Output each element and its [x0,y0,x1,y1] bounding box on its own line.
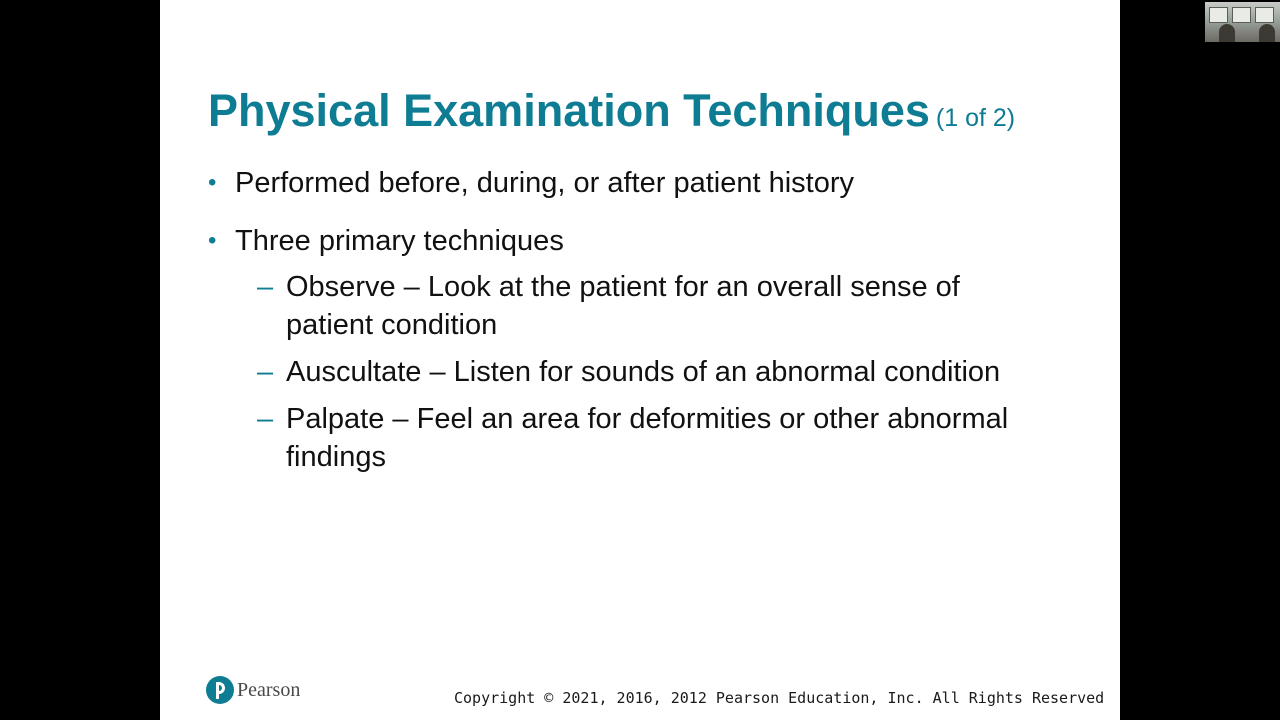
webcam-window-pane [1209,7,1228,23]
slide-title-text: Physical Examination Techniques [208,85,930,136]
bullet-text: Performed before, during, or after patient history [235,167,854,199]
webcam-person [1259,24,1275,42]
bullet-list [208,164,1088,476]
webcam-thumbnail[interactable] [1205,2,1280,42]
webcam-person [1219,24,1235,42]
pearson-logo [206,674,300,706]
bullet-text: Three primary techniques [235,225,564,257]
copyright-notice: Copyright © 2021, 2016, 2012 Pearson Education, Inc. All Rights Reserved [454,689,1105,707]
slide-title-suffix: (1 of 2) [935,104,1016,132]
sub-bullet-text: Auscultate – Listen for sounds of an abnormal condition [286,356,1001,388]
webcam-window-pane [1232,7,1251,23]
sub-bullet-item [235,353,1046,391]
sub-bullet-list [235,268,1088,476]
dash-icon: – [257,403,274,435]
bullet-item [208,164,1088,202]
dash-icon: – [257,271,274,303]
pearson-logo-text: Pearson [237,678,301,701]
slide-title [208,84,1015,145]
bullet-dot-icon: • [208,227,217,254]
webcam-window-pane [1255,7,1274,23]
sub-bullet-text: Palpate – Feel an area for deformities or other abnormal findings [286,403,1009,473]
pearson-logo-icon [206,676,234,704]
sub-bullet-item [235,268,1046,344]
sub-bullet-item [235,400,1046,476]
slide [160,0,1120,720]
bullet-item [208,222,1088,476]
sub-bullet-text: Observe – Look at the patient for an overall sense of patient condition [286,271,960,341]
dash-icon: – [257,356,274,388]
bullet-dot-icon: • [208,169,217,196]
